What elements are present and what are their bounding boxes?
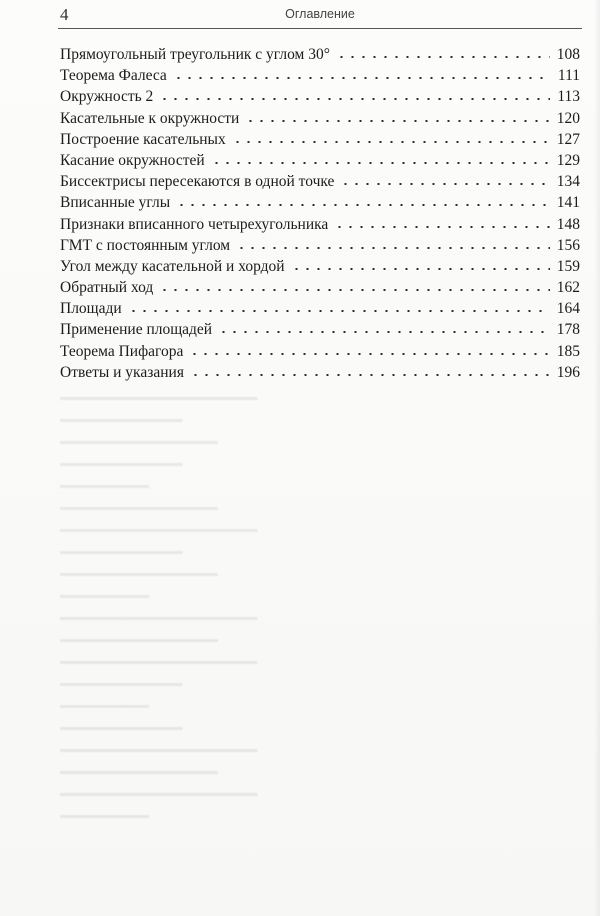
toc-entry-page: 127	[556, 130, 580, 148]
toc-entry	[60, 362, 580, 383]
toc-entry-page: 108	[556, 46, 580, 63]
toc-entry	[60, 277, 580, 298]
toc-entry	[60, 256, 580, 277]
toc-entry-title: Касание окружностей	[60, 151, 205, 169]
dot-leader	[211, 153, 550, 165]
toc-entry-page: 156	[556, 236, 580, 254]
toc-entry-title: Вписанные углы	[60, 194, 171, 212]
toc-entry-page: 185	[556, 342, 580, 360]
dot-leader	[159, 280, 550, 292]
dot-leader	[189, 344, 550, 356]
toc-entry-title: Площади	[60, 300, 122, 318]
dot-leader	[336, 47, 550, 59]
toc-entry	[60, 235, 580, 256]
page-number: 4	[60, 5, 69, 24]
toc-entry-title: Признаки вписанного четырехугольника	[60, 215, 329, 233]
toc-entry	[60, 319, 580, 340]
table-of-contents	[60, 44, 580, 383]
toc-entry-page: 178	[556, 321, 580, 339]
toc-entry-page: 111	[557, 67, 580, 85]
toc-entry-title: Теорема Фалеса	[60, 67, 167, 85]
toc-entry-title: Прямоугольный треугольник с углом 30°	[60, 46, 330, 63]
toc-entry-page: 129	[556, 151, 580, 169]
toc-entry-page: 159	[556, 257, 580, 275]
toc-entry-page: 141	[556, 194, 580, 212]
toc-entry-page: 113	[557, 88, 580, 106]
running-head: Оглавление	[285, 7, 355, 21]
header-rule	[58, 28, 582, 29]
dot-leader	[236, 238, 550, 250]
show-through-from-reverse	[60, 385, 580, 825]
toc-entry-title: Применение площадей	[60, 321, 213, 339]
dot-leader	[340, 174, 550, 186]
toc-entry-page: 120	[556, 109, 580, 127]
dot-leader	[232, 132, 550, 144]
toc-entry	[60, 108, 580, 129]
page-edge-shadow	[594, 0, 600, 916]
dot-leader	[245, 111, 550, 123]
dot-leader	[128, 301, 550, 313]
toc-entry	[60, 341, 580, 362]
toc-entry-page: 148	[556, 215, 580, 233]
toc-entry	[60, 171, 580, 192]
toc-entry-page: 134	[556, 173, 580, 191]
toc-entry-title: Биссектрисы пересекаются в одной точке	[60, 173, 335, 191]
toc-entry	[60, 214, 580, 235]
toc-entry-title: Построение касательных	[60, 130, 226, 148]
toc-entry-page: 196	[556, 363, 580, 381]
dot-leader	[190, 365, 550, 377]
dot-leader	[218, 322, 550, 334]
toc-entry	[60, 86, 580, 107]
toc-entry-page: 162	[556, 279, 580, 297]
page-header	[60, 4, 580, 28]
dot-leader	[159, 89, 550, 101]
toc-entry	[60, 129, 580, 150]
toc-entry	[60, 150, 580, 171]
dot-leader	[173, 68, 550, 80]
toc-entry	[60, 65, 580, 86]
toc-entry-title: ГМТ с постоянным углом	[60, 236, 231, 254]
dot-leader	[176, 195, 550, 207]
toc-entry-title: Ответы и указания	[60, 363, 184, 381]
dot-leader	[334, 217, 550, 229]
toc-entry-page: 164	[556, 300, 580, 318]
toc-entry-title: Обратный ход	[60, 279, 154, 297]
toc-entry-title: Угол между касательной и хордой	[60, 257, 285, 275]
toc-entry-title: Окружность 2	[60, 88, 154, 106]
dot-leader	[291, 259, 550, 271]
toc-entry	[60, 44, 580, 65]
toc-entry-title: Теорема Пифагора	[60, 342, 184, 360]
toc-entry-title: Касательные к окружности	[60, 109, 240, 127]
toc-entry	[60, 192, 580, 213]
toc-entry	[60, 298, 580, 319]
